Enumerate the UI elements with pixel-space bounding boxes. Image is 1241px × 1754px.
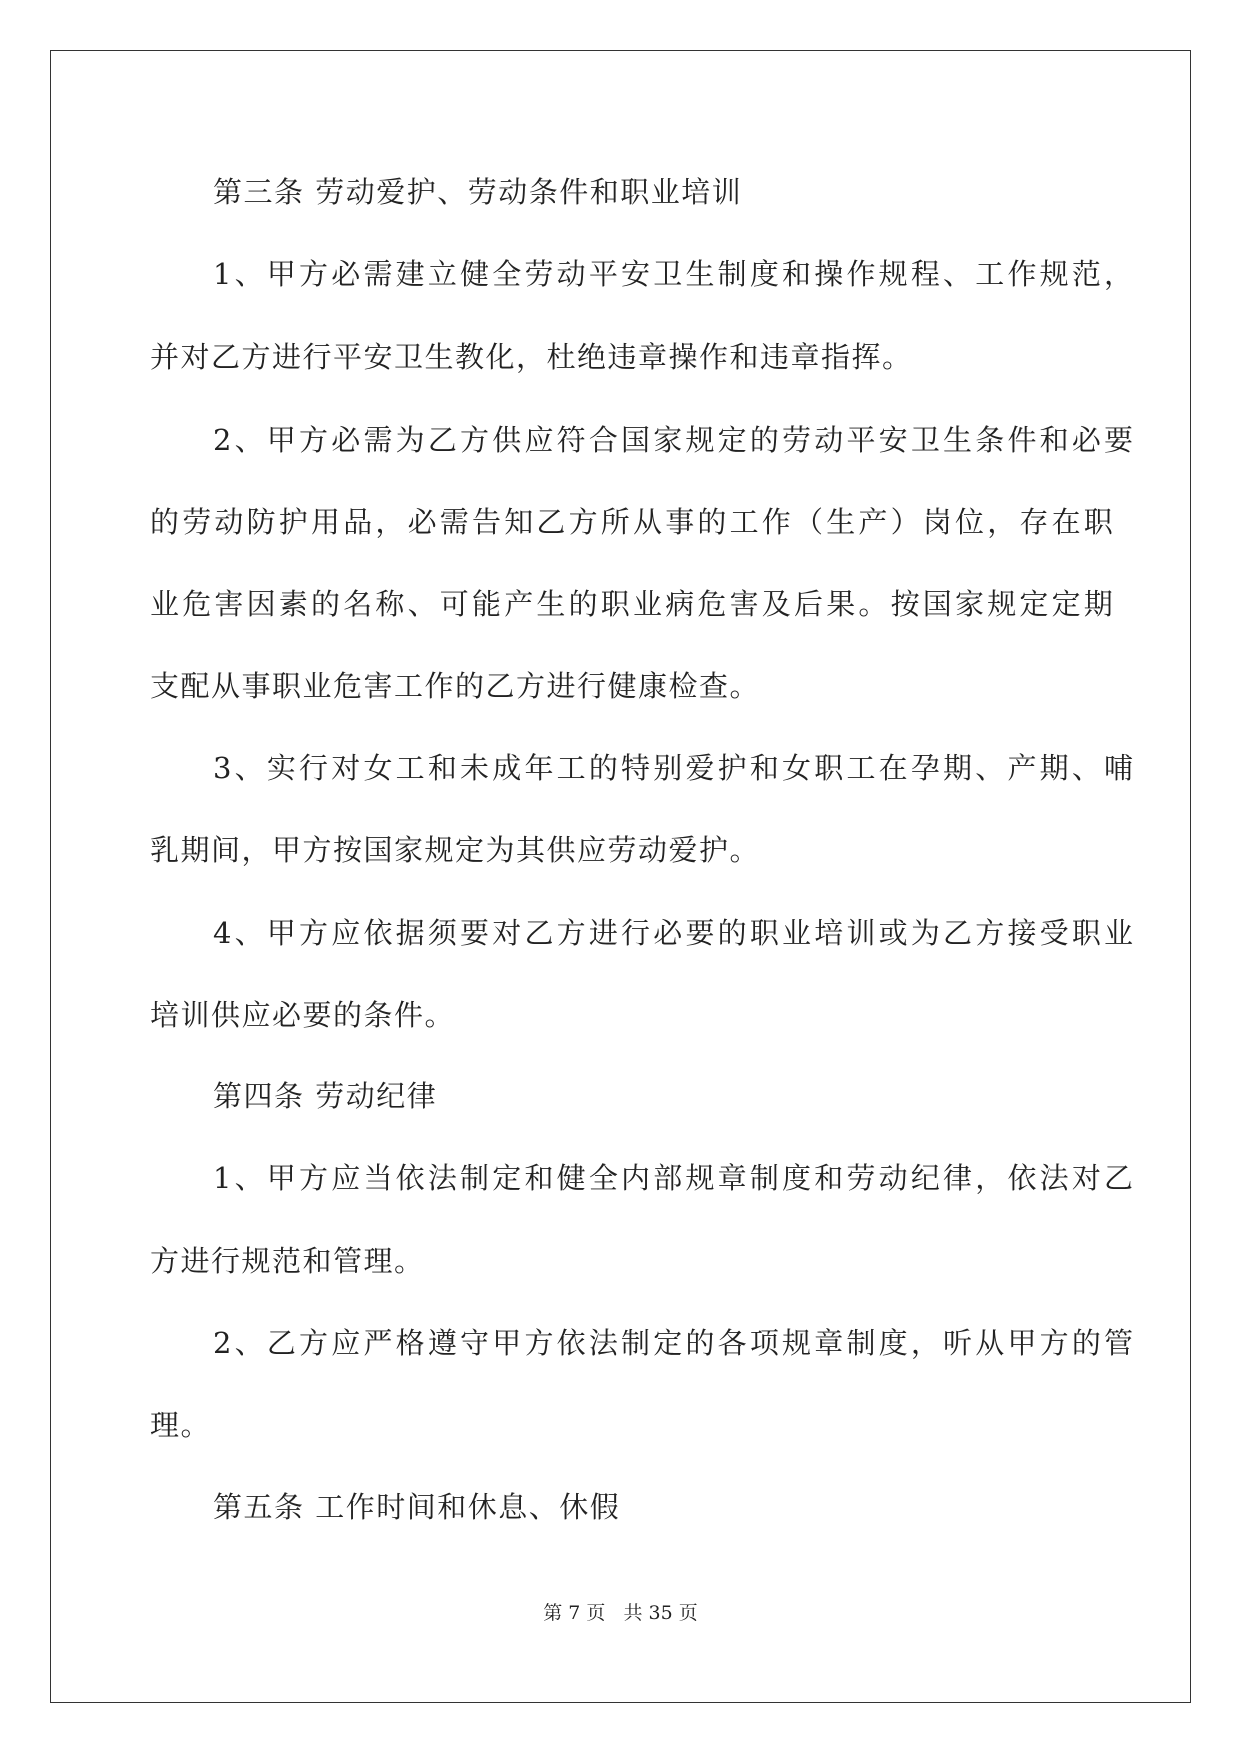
paragraph-line: 1、甲方必需建立健全劳动平安卫生制度和操作规程、工作规范， xyxy=(213,257,1137,291)
section-heading-4: 第四条 劳动纪律 xyxy=(213,1079,438,1113)
paragraph-line: 1、甲方应当依法制定和健全内部规章制度和劳动纪律，依法对乙 xyxy=(213,1161,1137,1195)
paragraph-line: 的劳动防护用品，必需告知乙方所从事的工作（生产）岗位，存在职 xyxy=(150,505,1117,539)
paragraph-line: 支配从事职业危害工作的乙方进行健康检查。 xyxy=(150,669,761,703)
paragraph-line: 理。 xyxy=(150,1408,212,1442)
paragraph-line: 业危害因素的名称、可能产生的职业病危害及后果。按国家规定定期 xyxy=(150,587,1117,621)
page-footer xyxy=(0,1600,1241,1626)
paragraph-line: 乳期间，甲方按国家规定为其供应劳动爱护。 xyxy=(150,833,761,867)
paragraph-line: 方进行规范和管理。 xyxy=(150,1244,425,1278)
paragraph-line: 培训供应必要的条件。 xyxy=(150,998,456,1032)
page-number: 第 7 页 xyxy=(543,1602,606,1624)
paragraph-line: 4、甲方应依据须要对乙方进行必要的职业培训或为乙方接受职业 xyxy=(213,916,1137,950)
section-heading-3: 第三条 劳动爱护、劳动条件和职业培训 xyxy=(213,175,743,209)
paragraph-line: 并对乙方进行平安卫生教化，杜绝违章操作和违章指挥。 xyxy=(150,340,913,374)
page-border xyxy=(50,50,1191,1703)
paragraph-line: 2、乙方应严格遵守甲方依法制定的各项规章制度，听从甲方的管 xyxy=(213,1326,1137,1360)
paragraph-line: 2、甲方必需为乙方供应符合国家规定的劳动平安卫生条件和必要 xyxy=(213,423,1137,457)
paragraph-line: 3、实行对女工和未成年工的特别爱护和女职工在孕期、产期、哺 xyxy=(213,751,1137,785)
section-heading-5: 第五条 工作时间和休息、休假 xyxy=(213,1490,621,1524)
page-total: 共 35 页 xyxy=(623,1602,698,1624)
